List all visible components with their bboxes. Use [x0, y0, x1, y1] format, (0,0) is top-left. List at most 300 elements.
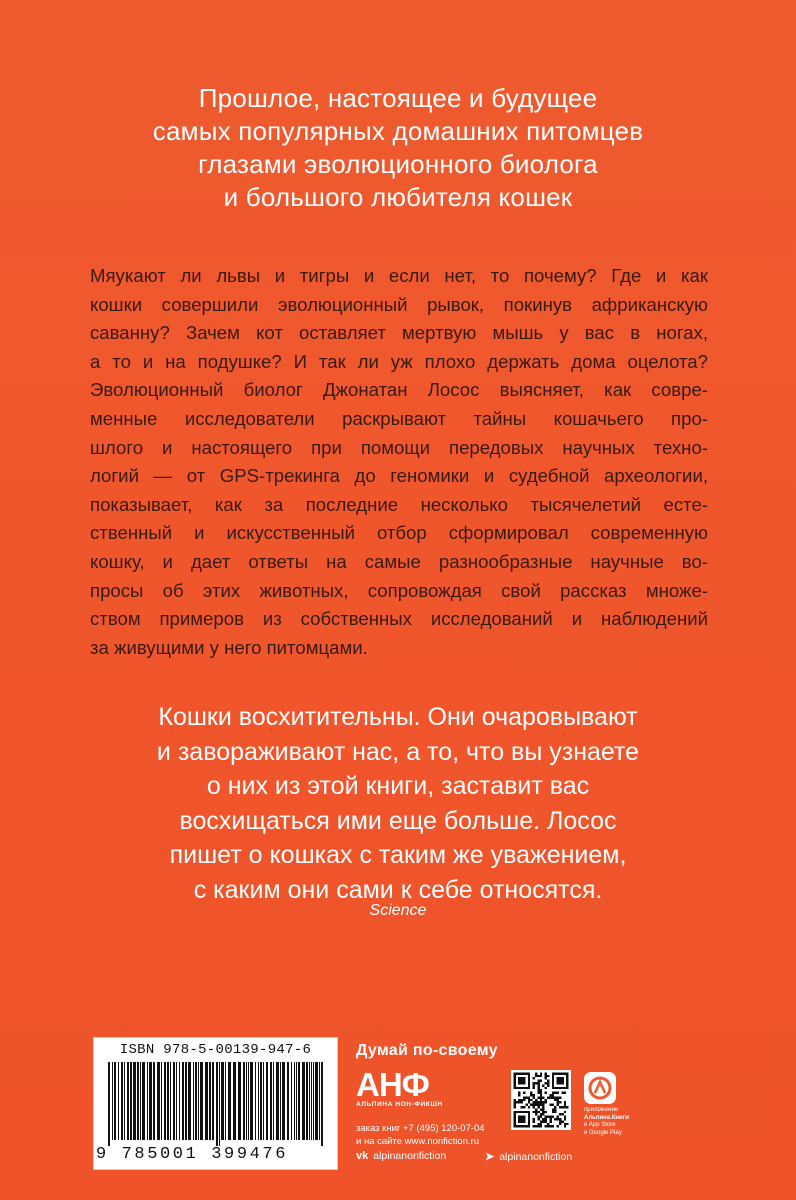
qr-cell [561, 1087, 563, 1089]
barcode-bars [108, 1062, 326, 1146]
barcode-bar [170, 1062, 171, 1140]
qr-cell [557, 1072, 559, 1074]
barcode-bar [315, 1062, 318, 1140]
qr-cell [528, 1082, 530, 1084]
qr-cell [521, 1099, 523, 1101]
qr-code [511, 1070, 571, 1130]
qr-cell [528, 1077, 530, 1079]
qr-cell [537, 1096, 539, 1098]
description-line: шлого и настоящего при помощи передовых научных техно- [90, 436, 708, 458]
qr-cell [521, 1120, 523, 1122]
qr-cell [540, 1120, 542, 1122]
qr-cell [554, 1111, 556, 1113]
description-line: Мяукают ли львы и тигры и если нет, то почему? Где и как [90, 265, 708, 286]
qr-cell [564, 1087, 566, 1089]
review-quote [60, 700, 736, 907]
qr-cell [557, 1118, 559, 1120]
publisher-logo [356, 1068, 440, 1100]
qr-cell [523, 1092, 525, 1094]
qr-cell [537, 1092, 539, 1094]
qr-cell [542, 1101, 544, 1103]
qr-cell [540, 1104, 542, 1106]
qr-cell [552, 1125, 554, 1127]
qr-cell [528, 1120, 530, 1122]
qr-cell [564, 1125, 566, 1127]
qr-cell [559, 1113, 561, 1115]
qr-cell [545, 1082, 547, 1084]
barcode-bar [121, 1062, 123, 1140]
qr-cell [564, 1111, 566, 1113]
barcode [93, 1037, 338, 1170]
barcode-bar [248, 1062, 249, 1140]
qr-cell [552, 1075, 554, 1077]
qr-cell [547, 1084, 549, 1086]
qr-cell [521, 1118, 523, 1120]
qr-cell [523, 1118, 525, 1120]
qr-cell [525, 1096, 527, 1098]
qr-cell [523, 1096, 525, 1098]
qr-cell [559, 1087, 561, 1089]
barcode-bar [258, 1062, 259, 1140]
qr-cell [528, 1111, 530, 1113]
qr-cell [513, 1087, 515, 1089]
description-line: а то и на подушке? И так ли уж плохо держать дома оцелота? [90, 350, 708, 372]
barcode-bar [309, 1062, 310, 1140]
qr-cell [561, 1120, 563, 1122]
barcode-bar [200, 1062, 203, 1140]
qr-cell [564, 1118, 566, 1120]
qr-cell [525, 1072, 527, 1074]
qr-cell [523, 1116, 525, 1118]
qr-cell [557, 1087, 559, 1089]
qr-cell [540, 1075, 542, 1077]
qr-cell [537, 1104, 539, 1106]
barcode-bar [179, 1062, 180, 1140]
qr-cell [535, 1075, 537, 1077]
qr-cell [549, 1120, 551, 1122]
description-line: логий — от GPS-трекинга до геномики и судебной археологии, [90, 465, 708, 487]
qr-cell [513, 1101, 515, 1103]
app-store-text [584, 1107, 654, 1137]
quote-line: пишет о кошках с таким же уважением, [169, 841, 627, 869]
barcode-bar [149, 1062, 152, 1140]
qr-cell [528, 1075, 530, 1077]
qr-cell [523, 1077, 525, 1079]
qr-cell [552, 1087, 554, 1089]
qr-cell [566, 1072, 568, 1074]
barcode-bar [195, 1062, 197, 1140]
qr-cell [518, 1082, 520, 1084]
qr-cell [523, 1099, 525, 1101]
qr-cell [528, 1096, 530, 1098]
description-line: кошки совершили эволюционный рывок, покинув африканскую [90, 293, 708, 315]
barcode-bar [311, 1062, 312, 1140]
qr-cell [561, 1106, 563, 1108]
qr-cell [557, 1096, 559, 1098]
qr-cell [542, 1084, 544, 1086]
qr-cell [554, 1118, 556, 1120]
vk-link[interactable] [356, 1150, 446, 1162]
barcode-bar [193, 1062, 194, 1140]
qr-cell [549, 1125, 551, 1127]
qr-cell [535, 1082, 537, 1084]
barcode-bar [287, 1062, 289, 1140]
qr-cell [513, 1106, 515, 1108]
qr-cell [564, 1104, 566, 1106]
qr-cell [525, 1087, 527, 1089]
qr-cell [540, 1101, 542, 1103]
barcode-bar [250, 1062, 253, 1140]
barcode-bar [298, 1062, 300, 1140]
qr-cell [557, 1116, 559, 1118]
qr-cell [530, 1104, 532, 1106]
qr-cell [523, 1087, 525, 1089]
qr-cell [545, 1125, 547, 1127]
qr-cell [557, 1080, 559, 1082]
qr-cell [513, 1118, 515, 1120]
description-line: просы об этих животных, сопровождая свой рассказ множе- [90, 579, 708, 601]
barcode-bar [157, 1062, 160, 1140]
qr-cell [518, 1116, 520, 1118]
qr-cell [528, 1125, 530, 1127]
qr-cell [533, 1084, 535, 1086]
qr-cell [554, 1072, 556, 1074]
qr-cell [545, 1077, 547, 1079]
barcode-bar [182, 1062, 184, 1140]
qr-cell [528, 1106, 530, 1108]
qr-cell [552, 1092, 554, 1094]
qr-cell [537, 1089, 539, 1091]
qr-cell [542, 1104, 544, 1106]
qr-cell [557, 1082, 559, 1084]
barcode-bar [185, 1062, 187, 1140]
qr-cell [513, 1080, 515, 1082]
barcode-bar [216, 1062, 218, 1146]
vk-icon: vk [356, 1150, 369, 1162]
qr-cell [521, 1082, 523, 1084]
qr-cell [554, 1096, 556, 1098]
qr-cell [566, 1075, 568, 1077]
qr-cell [552, 1082, 554, 1084]
qr-cell [545, 1075, 547, 1077]
qr-cell [552, 1077, 554, 1079]
qr-cell [545, 1101, 547, 1103]
barcode-bar [296, 1062, 297, 1140]
qr-cell [523, 1111, 525, 1113]
qr-cell [513, 1072, 515, 1074]
qr-cell [554, 1106, 556, 1108]
qr-cell [540, 1096, 542, 1098]
qr-cell [549, 1094, 551, 1096]
qr-cell [566, 1082, 568, 1084]
qr-cell [542, 1118, 544, 1120]
qr-cell [533, 1125, 535, 1127]
qr-cell [516, 1111, 518, 1113]
qr-cell [564, 1106, 566, 1108]
qr-cell [545, 1099, 547, 1101]
qr-cell [533, 1106, 535, 1108]
barcode-bar [270, 1062, 272, 1140]
qr-cell [545, 1120, 547, 1122]
qr-cell [554, 1092, 556, 1094]
barcode-bar [205, 1062, 208, 1140]
qr-cell [535, 1101, 537, 1103]
qr-cell [523, 1125, 525, 1127]
qr-cell [513, 1113, 515, 1115]
barcode-bar [108, 1062, 110, 1146]
qr-cell [557, 1101, 559, 1103]
app-text-line: приложение [584, 1107, 619, 1113]
barcode-bar [161, 1062, 162, 1140]
qr-cell [528, 1118, 530, 1120]
barcode-bar [228, 1062, 231, 1140]
qr-cell [561, 1080, 563, 1082]
qr-cell [557, 1104, 559, 1106]
qr-cell [523, 1082, 525, 1084]
qr-cell [540, 1094, 542, 1096]
qr-cell [537, 1082, 539, 1084]
barcode-bar [255, 1062, 256, 1140]
barcode-bar [153, 1062, 155, 1140]
barcode-bar [176, 1062, 177, 1140]
qr-cell [547, 1075, 549, 1077]
qr-cell [552, 1096, 554, 1098]
qr-cell [540, 1108, 542, 1110]
barcode-bar [282, 1062, 285, 1140]
barcode-bar [118, 1062, 119, 1140]
barcode-bar [147, 1062, 148, 1140]
qr-cell [554, 1108, 556, 1110]
qr-cell [552, 1104, 554, 1106]
qr-cell [535, 1099, 537, 1101]
qr-cell [537, 1111, 539, 1113]
qr-cell [518, 1072, 520, 1074]
barcode-bar [238, 1062, 241, 1140]
qr-cell [537, 1080, 539, 1082]
qr-cell [537, 1125, 539, 1127]
qr-cell [528, 1101, 530, 1103]
qr-cell [547, 1082, 549, 1084]
barcode-bar [127, 1062, 129, 1140]
qr-cell [542, 1113, 544, 1115]
qr-cell [561, 1077, 563, 1079]
qr-cell [540, 1113, 542, 1115]
qr-cell [566, 1106, 568, 1108]
barcode-bar [233, 1062, 236, 1140]
qr-cell [533, 1082, 535, 1084]
order-info [356, 1122, 485, 1148]
qr-cell [535, 1104, 537, 1106]
barcode-bar [319, 1062, 320, 1140]
qr-cell [561, 1113, 563, 1115]
app-text-line: и Google Play [584, 1129, 622, 1136]
qr-cell [561, 1092, 563, 1094]
qr-cell [557, 1092, 559, 1094]
qr-cell [518, 1092, 520, 1094]
qr-cell [561, 1072, 563, 1074]
qr-cell [513, 1111, 515, 1113]
qr-cell [518, 1099, 520, 1101]
qr-cell [549, 1096, 551, 1098]
barcode-bar [221, 1062, 224, 1140]
qr-cell [559, 1101, 561, 1103]
vk-label: alpinanonfiction [373, 1150, 447, 1162]
description-line: саванну? Зачем кот оставляет мертвую мышь у вас в ногах, [90, 322, 708, 344]
qr-cell [513, 1116, 515, 1118]
description-line: за живущими у него питомцами. [90, 636, 368, 658]
qr-cell [557, 1099, 559, 1101]
barcode-bar [280, 1062, 281, 1140]
quote-source: Science [369, 902, 427, 919]
qr-cell [533, 1101, 535, 1103]
qr-cell [547, 1125, 549, 1127]
barcode-bar [291, 1062, 292, 1140]
qr-cell [566, 1080, 568, 1082]
order-website: и на сайте www.nonfiction.ru [356, 1136, 480, 1147]
qr-cell [566, 1077, 568, 1079]
qr-cell [542, 1108, 544, 1110]
qr-cell [545, 1118, 547, 1120]
qr-cell [566, 1123, 568, 1125]
barcode-bar [273, 1062, 274, 1140]
quote-line: и завораживают нас, а то, что вы узнаете [156, 737, 640, 766]
qr-cell [552, 1094, 554, 1096]
barcode-bar [313, 1062, 314, 1140]
qr-cell [513, 1125, 515, 1127]
qr-cell [530, 1092, 532, 1094]
qr-cell [564, 1123, 566, 1125]
qr-cell [545, 1092, 547, 1094]
barcode-bar [137, 1062, 139, 1140]
qr-cell [547, 1123, 549, 1125]
qr-cell [516, 1087, 518, 1089]
qr-cell [564, 1072, 566, 1074]
telegram-icon: ➤ [485, 1151, 495, 1163]
qr-cell [528, 1099, 530, 1101]
barcode-bar [246, 1062, 247, 1140]
qr-cell [530, 1094, 532, 1096]
telegram-label: alpinanonfiction [499, 1151, 573, 1163]
qr-cell [533, 1120, 535, 1122]
qr-cell [547, 1096, 549, 1098]
qr-cell [559, 1123, 561, 1125]
barcode-bar [209, 1062, 211, 1140]
qr-cell [533, 1118, 535, 1120]
barcode-bar [140, 1062, 141, 1140]
qr-cell [535, 1111, 537, 1113]
qr-cell [549, 1104, 551, 1106]
qr-cell [540, 1123, 542, 1125]
qr-cell [537, 1118, 539, 1120]
quote-line: Кошки восхитительны. Они очаровывают [158, 703, 638, 731]
qr-cell [533, 1077, 535, 1079]
description [90, 262, 708, 662]
tagline-line: Прошлое, настоящее и будущее [198, 83, 598, 113]
qr-cell [525, 1125, 527, 1127]
barcode-bar [198, 1062, 199, 1140]
qr-cell [564, 1101, 566, 1103]
qr-cell [523, 1120, 525, 1122]
qr-cell [542, 1111, 544, 1113]
description-line: кошку, и дает ответы на самые разнообразные научные во- [90, 550, 708, 572]
qr-cell [552, 1080, 554, 1082]
qr-cell [523, 1106, 525, 1108]
barcode-bar [188, 1062, 191, 1140]
qr-cell [559, 1077, 561, 1079]
qr-cell [559, 1118, 561, 1120]
qr-cell [537, 1101, 539, 1103]
order-phone: заказ книг +7 (495) 120-07-04 [356, 1123, 485, 1134]
qr-cell [518, 1118, 520, 1120]
barcode-bar [219, 1062, 220, 1146]
qr-cell [521, 1077, 523, 1079]
qr-cell [528, 1087, 530, 1089]
barcode-bar [124, 1062, 125, 1140]
publisher-logo-subtitle: АЛЬПИНА НОН-ФИКШН [356, 1101, 443, 1108]
qr-cell [513, 1084, 515, 1086]
qr-cell [554, 1099, 556, 1101]
qr-cell [521, 1087, 523, 1089]
qr-cell [528, 1113, 530, 1115]
qr-cell [545, 1116, 547, 1118]
qr-cell [528, 1116, 530, 1118]
qr-cell [518, 1101, 520, 1103]
qr-cell [559, 1106, 561, 1108]
qr-cell [552, 1111, 554, 1113]
qr-cell [537, 1106, 539, 1108]
qr-cell [525, 1111, 527, 1113]
telegram-link[interactable] [485, 1150, 572, 1163]
qr-cell [537, 1075, 539, 1077]
qr-cell [533, 1087, 535, 1089]
qr-cell [523, 1072, 525, 1074]
qr-cell [559, 1082, 561, 1084]
barcode-bar [302, 1062, 305, 1140]
barcode-bar [263, 1062, 264, 1140]
barcode-bar [260, 1062, 262, 1140]
qr-cell [518, 1094, 520, 1096]
qr-cell [566, 1084, 568, 1086]
qr-cell [518, 1120, 520, 1122]
barcode-bar [321, 1062, 323, 1146]
qr-cell [518, 1087, 520, 1089]
qr-cell [540, 1092, 542, 1094]
barcode-bar [130, 1062, 132, 1140]
qr-cell [540, 1072, 542, 1074]
qr-cell [535, 1113, 537, 1115]
qr-cell [528, 1084, 530, 1086]
qr-cell [518, 1111, 520, 1113]
barcode-bar [133, 1062, 136, 1140]
qr-cell [518, 1080, 520, 1082]
app-text-line: в App Store [584, 1122, 616, 1128]
qr-cell [528, 1080, 530, 1082]
app-icon [584, 1072, 616, 1104]
qr-cell [516, 1125, 518, 1127]
qr-cell [545, 1087, 547, 1089]
description-line: менные исследователи раскрывают тайны кошачьего про- [90, 407, 708, 429]
qr-cell [547, 1116, 549, 1118]
qr-cell [516, 1072, 518, 1074]
app-text-line: Альпина.Книги [584, 1114, 629, 1121]
qr-cell [533, 1111, 535, 1113]
quote-line: с каким они сами к себе относятся. [193, 875, 603, 904]
qr-cell [528, 1072, 530, 1074]
qr-cell [528, 1123, 530, 1125]
qr-cell [523, 1080, 525, 1082]
qr-cell [545, 1111, 547, 1113]
barcode-bar [276, 1062, 279, 1140]
